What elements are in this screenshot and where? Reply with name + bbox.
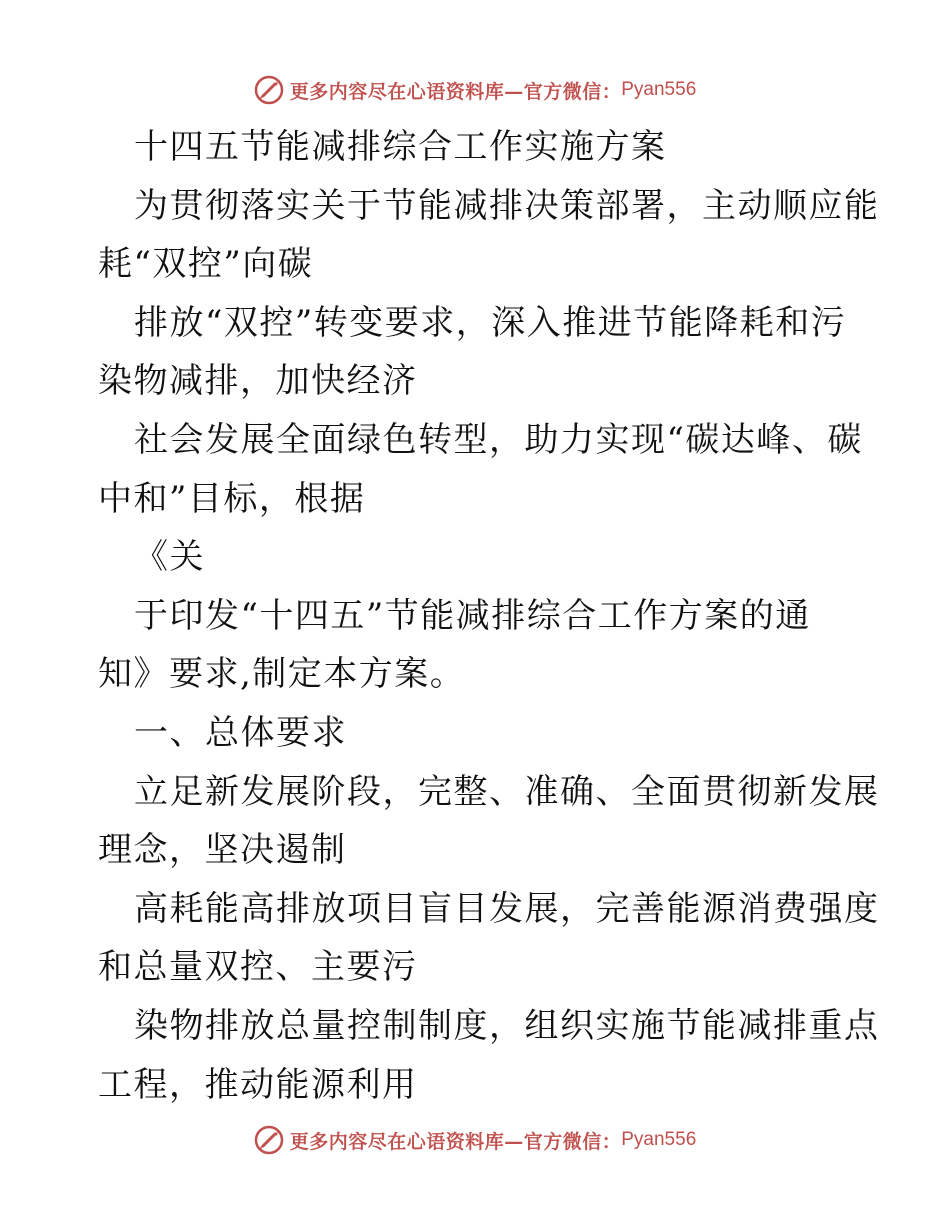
paragraph-line: 和总量双控、主要污 (98, 947, 418, 988)
paragraph-line: 社会发展全面绿色转型，助力实现“碳达峰、碳 (134, 419, 863, 460)
footer-watermark (0, 1120, 950, 1160)
paragraph-line: 染物减排，加快经济 (98, 361, 418, 402)
paragraph-line: 排放“双控”转变要求，深入推进节能降耗和污 (134, 302, 847, 343)
paragraph-line: 高耗能高排放项目盲目发展，完善能源消费强度 (134, 888, 880, 929)
paragraph-line: 为贯彻落实关于节能减排决策部署，主动顺应能 (134, 185, 880, 226)
paragraph-line: 于印发“十四五”节能减排综合工作方案的通 (134, 595, 811, 636)
document-body (98, 118, 880, 1114)
watermark-text: 更多内容尽在心语资料库—官方微信： (289, 80, 622, 103)
watermark-account: Pyan556 (621, 1129, 697, 1150)
header-watermark (0, 70, 950, 110)
paragraph-line: 中和”目标，根据 (98, 478, 366, 519)
paragraph-line: 知》要求,制定本方案。 (98, 654, 466, 695)
paragraph-line: 工程，推动能源利用 (98, 1064, 418, 1105)
paragraph-line: 理念，坚决遏制 (98, 830, 347, 871)
quill-logo-icon (254, 75, 284, 105)
paragraph-line: 《关 (134, 537, 205, 578)
paragraph-line: 耗“双控”向碳 (98, 244, 314, 285)
paragraph-line: 立足新发展阶段，完整、准确、全面贯彻新发展 (134, 771, 880, 812)
document-title: 十四五节能减排综合工作实施方案 (134, 127, 667, 167)
paragraph-line: 染物排放总量控制制度，组织实施节能减排重点 (134, 1005, 880, 1046)
section-heading: 一、总体要求 (134, 712, 347, 753)
watermark-text: 更多内容尽在心语资料库—官方微信： (289, 1130, 622, 1153)
watermark-account: Pyan556 (621, 79, 697, 100)
quill-logo-icon (254, 1125, 284, 1155)
